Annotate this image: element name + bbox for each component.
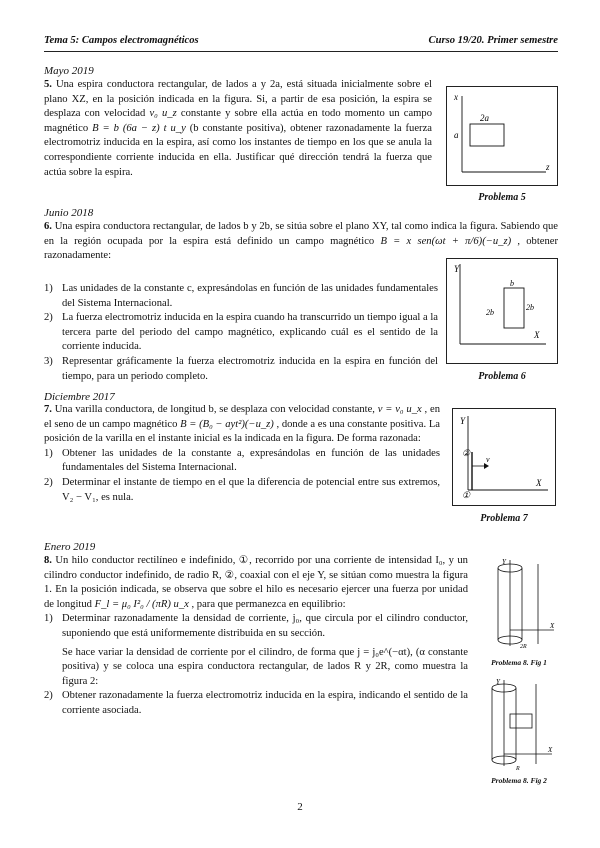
fig7-label-v: v [486,455,490,464]
fig7-label-y: Y [460,416,466,426]
problem-7-number: 7. [44,404,52,415]
page-header [44,34,558,52]
problem-5-figure [446,86,558,186]
problem-7-text-b: , en el seno de un campo magnético [44,404,441,430]
problem-6-caption: Problema 6 [478,371,526,382]
problem-8-caption-1: Problema 8. Fig 1 [491,658,547,667]
fig5-label-2a: 2a [480,113,489,123]
problem-8-figure-2 [480,676,558,772]
problem-7-text-a: Una varilla conductora, de longitud b, se desplaza con velocidad constante, [54,404,375,415]
problem-7-figure [452,408,556,506]
problem-7-velocity: v = v₀ u_x [377,404,422,415]
problem-5-date: Mayo 2019 [44,65,94,77]
problem-8-caption-2: Problema 8. Fig 2 [491,776,547,785]
fig8b-label-x: X [548,746,553,754]
fig8a-label-2r: 2R [520,644,527,650]
problem-5-text-b: constante y sobre ella actúa en todo momento un campo magnético [44,108,432,134]
fig6-label-b: b [510,279,514,288]
fig8a-label-x: X [550,622,555,630]
list-item: 2) Determinar el instante de tiempo en el que la diferencia de potencial entre sus extremos, V₂ − V₁, es nula. [44,477,440,503]
problem-8-number: 8. [44,555,52,566]
fig5-label-x: x [454,92,458,102]
fig5-label-z: z [546,162,550,172]
problem-7-date: Diciembre 2017 [44,391,115,403]
problem-5-field: B = b (6a − z) t u_y [92,122,186,134]
problem-7-text [44,403,440,505]
fig6-label-x: X [534,330,540,340]
fig8b-label-y: Y [496,678,500,686]
problem-7-caption: Problema 7 [480,513,528,524]
fig6-label-y: Y [454,264,460,274]
problem-5-caption: Problema 5 [478,192,526,203]
problem-8-text [44,554,468,719]
problem-7-field: B = (B₀ − ayt²)(−u_z) [180,418,274,430]
list-item: 3) Representar gráficamente la fuerza electromotriz inducida en la espira en función del tiempo, para un periodo completo. [44,356,438,382]
problem-8-date: Enero 2019 [44,541,96,553]
problem-5-text-c: (b constante positiva), obtener razonadamente la fuerza electromotriz inducida en la espira, así como los instantes de tiempo en los que se anula la correspondiente corriente inducida en ella. Justificar qué dirección tendrá la fuerza que actúa sobre la espira. [44,122,432,178]
loop-rectangle [470,124,504,146]
fig6-label-2b-side: 2b [526,303,534,312]
loop-rectangle [504,288,524,328]
problem-8-force: F_l = μ₀ I²₀ / (πR) u_x [94,598,189,610]
list-item: 1) Las unidades de la constante c, expresándolas en función de las unidades fundamentales del Sistema Internacional. [44,283,438,309]
fig7-label-x: X [536,478,542,488]
problem-8-text-a: Un hilo conductor rectilíneo e indefinido, ①, recorrido por una corriente de intensidad I₀, y un cilindro conductor indefinido, de radio R, ②, coaxial con el eje Y, se sitúan como muestra la figura 1. En la posición indicada, se observa que sobre el hilo es necesario ejercer una fuerza por unidad de longitud [44,555,468,610]
fig7-label-2: ② [462,448,471,458]
problem-8-middle: Se hace variar la densidad de corriente por el cilindro, de forma que j = j₀e^(−αt), (α constante positiva) y se coloca una espira conductora rectangular, de lados R y 2R, como muestra la figura 2: [62,646,468,687]
problem-5-text-a: Una espira conductora rectangular, de lados a y 2a, está situada inicialmente sobre el plano XZ, en la posición indicada en la figura. Si, a partir de esa posición, la espira se desplaza con velocidad [44,79,432,120]
problem-6-list [44,282,438,384]
problem-5-text [44,78,432,180]
problem-5-number: 5. [44,79,52,90]
header-left: Tema 5: Campos electromagnéticos [44,35,199,46]
problem-8-text-b: , para que permanezca en equilibrio: [191,598,346,610]
problem-6-date: Junio 2018 [44,207,94,219]
fig8b-label-r: R [516,766,520,772]
list-item: 1) Determinar razonadamente la densidad de corriente, j₀, que circula por el cilindro conductor, suponiendo que está uniformemente distribuida en su sección. [44,613,468,640]
page-number: 2 [297,801,303,813]
problem-8-figure-1 [480,556,558,652]
fig8a-label-y: Y [502,558,506,566]
header-right: Curso 19/20. Primer semestre [428,35,558,46]
problem-6-number: 6. [44,221,52,232]
problem-5-velocity: v₀ u_z [149,108,177,120]
loop-rectangle [510,714,532,728]
problem-7-text-c: , donde a es una constante positiva. La posición de la varilla en el instante inicial es la indicada en la figura. De forma razonada: [44,418,440,445]
problem-6-field: B = x sen(ωt + π/6)(−u_z) [380,235,512,247]
list-item: 2) Obtener razonadamente la fuerza electromotriz inducida en la espira, indicando el sentido de la corriente asociada. [44,690,468,717]
fig7-label-1: ① [462,490,471,500]
list-item: 1) Obtener las unidades de la constante a, expresándolas en función de las unidades fundamentales del Sistema Internacional. [44,447,440,474]
problem-6-figure [446,258,558,364]
fig5-label-a: a [454,130,459,140]
list-item: 2) La fuerza electromotriz inducida en la espira cuando ha transcurrido un tiempo igual a la tercera parte del periodo del campo magnético, explicando cuál es el sentido de la corriente inducida. [44,312,438,353]
fig6-label-2b: 2b [486,308,494,317]
problem-6-text-a: Una espira conductora rectangular, de lados b y 2b, se sitúa sobre el plano XY, tal como indica la figura. Sabiendo que en la región ocupada por la espira está definido un campo magnético [44,221,558,247]
problem-6-text-b: , obtener razonadamente: [44,235,558,262]
